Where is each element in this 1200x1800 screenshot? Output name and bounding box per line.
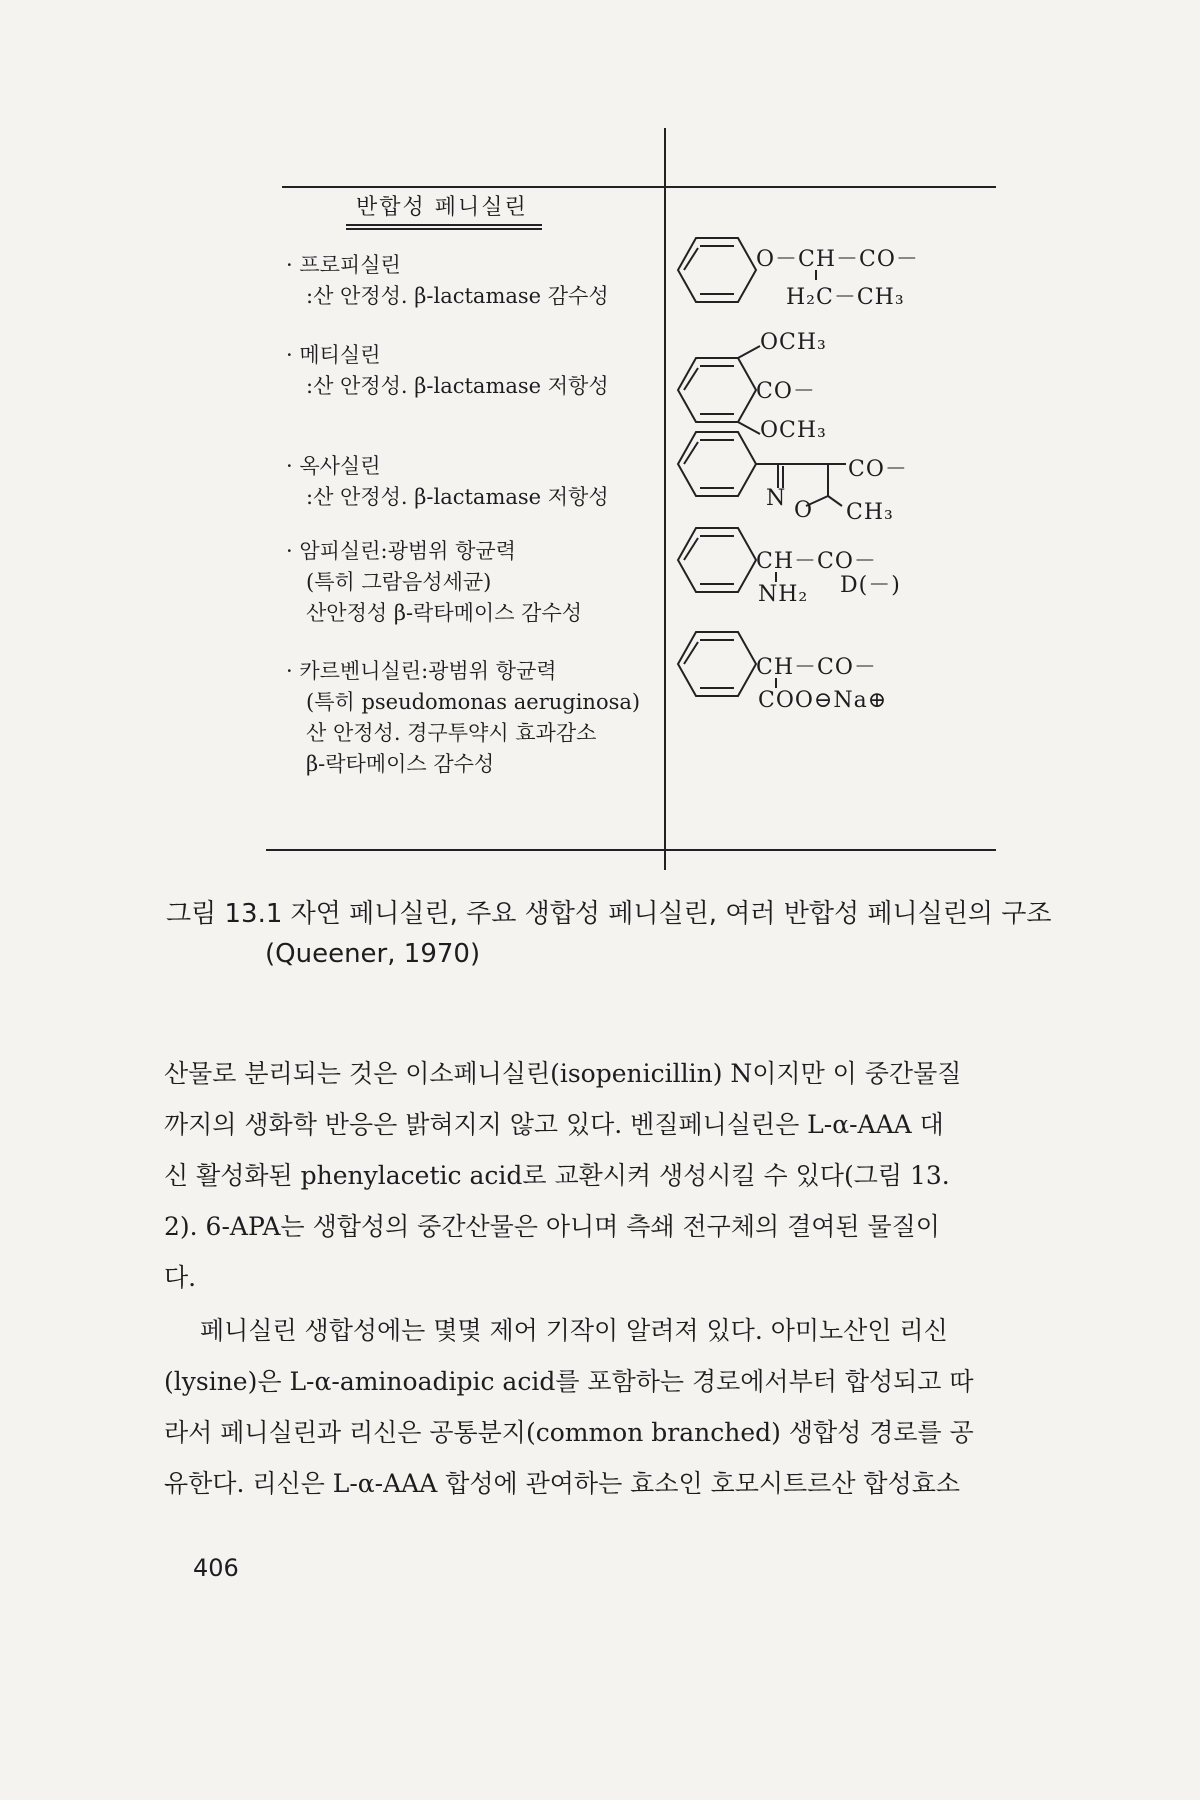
bond-line	[676, 516, 976, 616]
page-number: 406	[193, 1554, 239, 1582]
chem-label: H₂C－CH₃	[786, 285, 905, 310]
entry-desc: β-락타메이스 감수성	[306, 752, 495, 776]
table-rule-bottom	[266, 849, 996, 851]
entry-desc: (특히 그람음성세균)	[306, 570, 492, 594]
entry-propicillin	[286, 250, 609, 312]
chem-label: COO⊖Na⊕	[758, 688, 888, 713]
chem-label: D(－)	[840, 573, 901, 598]
structure-propicillin	[676, 226, 976, 316]
text-line: 신 활성화된 phenylacetic acid로 교환시켜 생성시킬 수 있다(그림 13.	[164, 1161, 950, 1190]
chem-label: OCH₃	[760, 418, 827, 443]
structure-oxacillin	[676, 420, 976, 525]
entry-desc: (특히 pseudomonas aeruginosa)	[306, 690, 641, 714]
text-line: 페니실린 생합성에는 몇몇 제어 기작이 알려져 있다. 아미노산인 리신	[200, 1316, 948, 1345]
header-double-underline	[346, 224, 542, 230]
figure-13-1	[262, 128, 997, 868]
text-line: 다.	[164, 1263, 197, 1292]
entry-name: · 옥사실린	[286, 454, 381, 478]
chem-label: O－CH－CO－	[756, 247, 919, 272]
chem-label: OCH₃	[760, 330, 827, 355]
entry-desc: :산 안정성. β-lactamase 감수성	[306, 284, 609, 308]
chem-label: CH₃	[846, 500, 894, 525]
entry-desc: :산 안정성. β-lactamase 저항성	[306, 374, 609, 398]
figure-caption-source: (Queener, 1970)	[265, 939, 481, 969]
chem-label: CO－	[756, 379, 816, 404]
text-line: (lysine)은 L-α-aminoadipic acid를 포함하는 경로에서부터 합성되고 따	[164, 1367, 974, 1396]
table-rule-top	[282, 186, 996, 188]
entry-desc: :산 안정성. β-lactamase 저항성	[306, 485, 609, 509]
chem-label: CO－	[848, 457, 908, 482]
entry-ampicillin	[286, 536, 582, 629]
figure-caption: 그림 13.1 자연 페니실린, 주요 생합성 페니실린, 여러 반합성 페니실린의 구조	[166, 899, 1052, 929]
structure-carbenicillin	[676, 608, 976, 718]
chem-label: O	[794, 498, 814, 523]
text-line: 2). 6-APA는 생합성의 중간산물은 아니며 측쇄 전구체의 결여된 물질이	[164, 1212, 940, 1241]
entry-desc: 산 안정성. 경구투약시 효과감소	[306, 721, 597, 745]
entry-oxacillin	[286, 451, 609, 513]
entry-name: · 프로피실린	[286, 253, 401, 277]
text-line: 라서 페니실린과 리신은 공통분지(common branched) 생합성 경로를 공	[164, 1418, 974, 1447]
entry-name: · 암피실린:광범위 항균력	[286, 539, 516, 563]
chem-label: N	[766, 486, 787, 511]
entry-name: · 메티실린	[286, 343, 381, 367]
text-line: 까지의 생화학 반응은 밝혀지지 않고 있다. 벤질페니실린은 L-α-AAA 대	[164, 1110, 944, 1139]
text-line: 산물로 분리되는 것은 이소페니실린(isopenicillin) N이지만 이 중간물질	[164, 1059, 962, 1088]
entry-methicillin	[286, 340, 609, 402]
chem-label: CH－CO－	[756, 655, 877, 680]
chem-label: CH－CO－	[756, 549, 877, 574]
paragraph-2	[164, 1305, 1048, 1509]
table-divider-vertical	[664, 128, 666, 870]
isoxazole-ring-icon	[676, 420, 976, 520]
entry-carbenicillin	[286, 656, 640, 780]
structure-ampicillin	[676, 516, 976, 616]
entry-desc: 산안정성 β-락타메이스 감수성	[306, 601, 583, 625]
column-header: 반합성 페니실린	[356, 195, 528, 220]
text-line: 유한다. 리신은 L-α-AAA 합성에 관여하는 효소인 호모시트르산 합성효소	[164, 1469, 961, 1498]
entry-name: · 카르벤니실린:광범위 항균력	[286, 659, 557, 683]
chem-label: NH₂	[758, 582, 809, 607]
paragraph-1	[164, 1048, 1048, 1303]
